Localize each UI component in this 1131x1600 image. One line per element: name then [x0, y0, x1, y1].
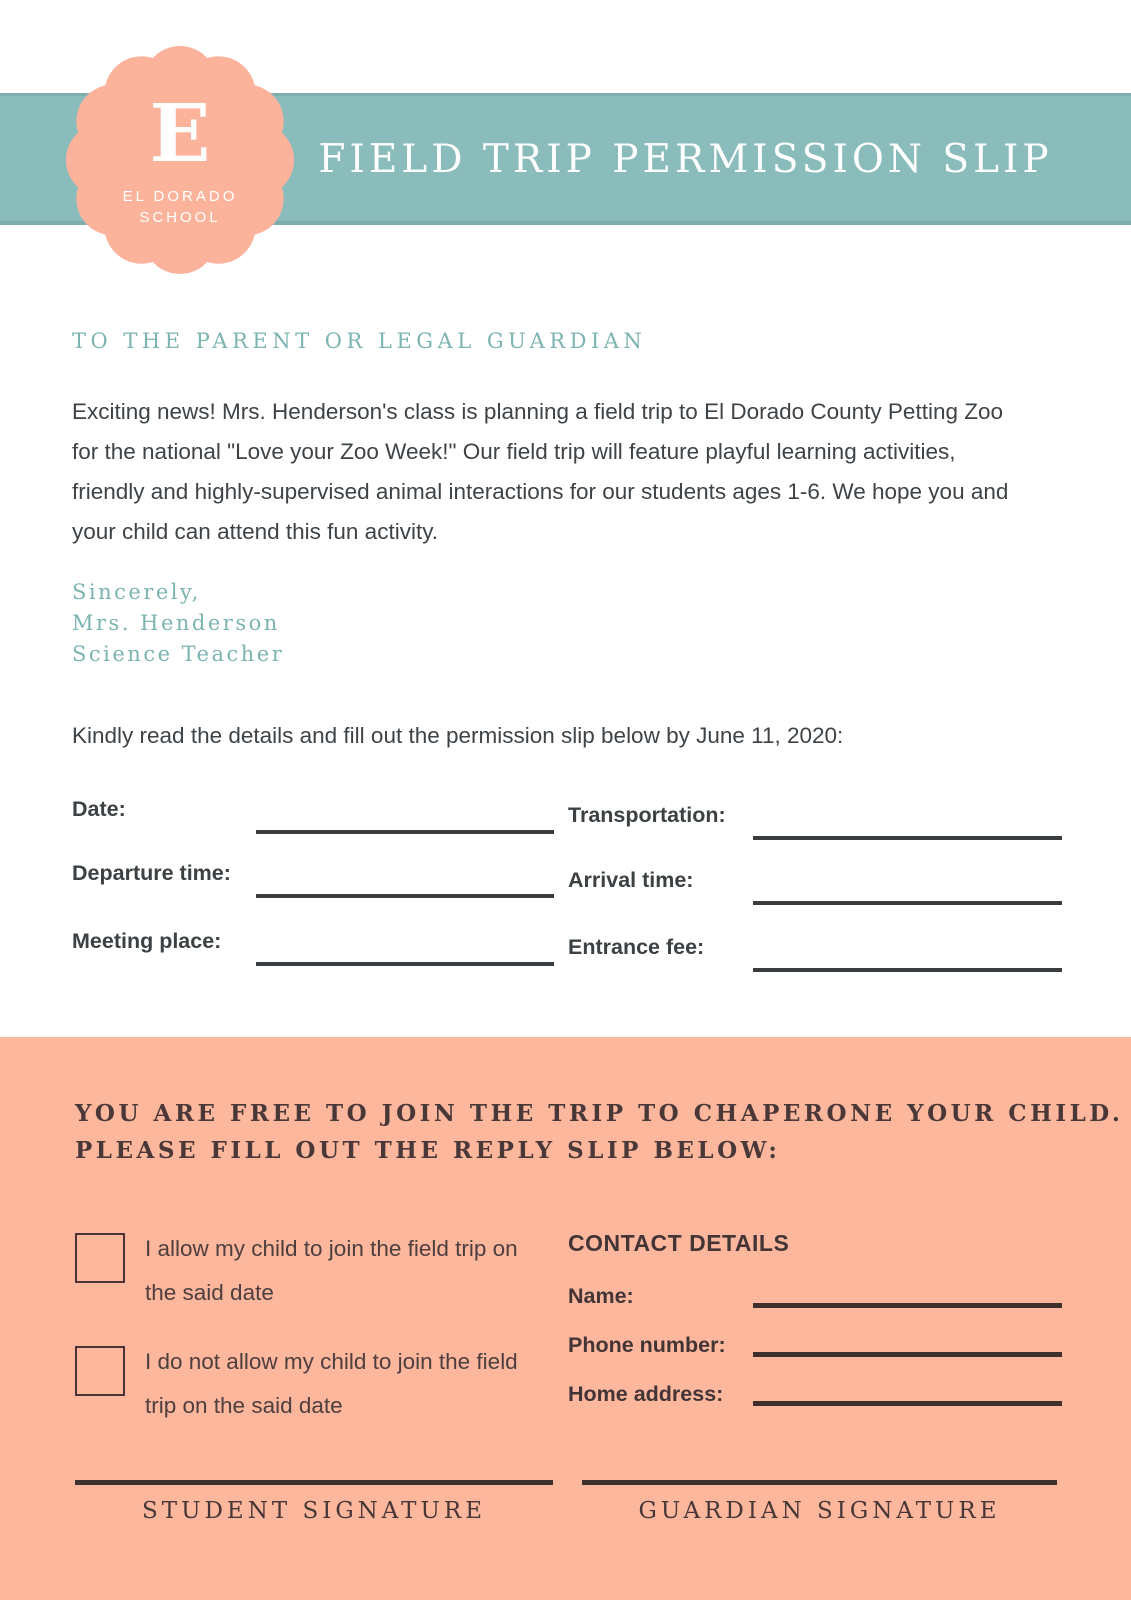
meeting-place-blank-line[interactable]: [256, 962, 554, 966]
entrance-fee-label: Entrance fee:: [568, 935, 705, 959]
school-name-line1: EL DORADO: [122, 187, 238, 205]
reply-heading-line1: YOU ARE FREE TO JOIN THE TRIP TO CHAPERONE YOUR CHILD.: [75, 1100, 1124, 1127]
arrival-time-blank-line[interactable]: [753, 901, 1062, 905]
transportation-blank-line[interactable]: [753, 836, 1062, 840]
student-signature-block: [75, 1480, 553, 1524]
date-label: Date:: [72, 797, 126, 821]
closing-sincerely: Sincerely,: [72, 580, 201, 604]
phone-number-label: Phone number:: [568, 1333, 726, 1357]
name-blank-line[interactable]: [753, 1303, 1062, 1308]
guardian-signature-block: [582, 1480, 1057, 1524]
school-name-line2: SCHOOL: [139, 208, 221, 226]
school-name: [123, 186, 238, 228]
guardian-signature-line[interactable]: [582, 1480, 1057, 1485]
disallow-checkbox[interactable]: [75, 1346, 125, 1396]
entrance-fee-blank-line[interactable]: [753, 968, 1062, 972]
reply-slip-heading: [75, 1095, 1123, 1169]
reply-heading-line2: PLEASE FILL OUT THE REPLY SLIP BELOW:: [75, 1137, 781, 1164]
disallow-option-label: I do not allow my child to join the field trip on the said date: [145, 1349, 518, 1418]
student-signature-line[interactable]: [75, 1480, 553, 1485]
departure-time-label: Departure time:: [72, 861, 231, 885]
name-label: Name:: [568, 1284, 634, 1308]
instruction-line: Kindly read the details and fill out the permission slip below by June 11, 2020:: [72, 723, 844, 748]
student-signature-label: STUDENT SIGNATURE: [141, 1498, 486, 1524]
badge-content: [66, 46, 294, 274]
departure-time-blank-line[interactable]: [256, 894, 554, 898]
home-address-label: Home address:: [568, 1382, 724, 1406]
school-logo-badge: [66, 46, 294, 274]
intro-paragraph: Exciting news! Mrs. Henderson's class is planning a field trip to El Dorado County Petting Zoo for the national "Love your Zoo Week!" Our field trip will feature playful learning activities, friendly and highly-supervised animal interactions for our students ages 1-6. We hope you and your child can attend this fun activity.: [72, 399, 1009, 544]
reply-slip-section: [0, 1037, 1131, 1600]
allow-checkbox[interactable]: [75, 1233, 125, 1283]
allow-option-label: I allow my child to join the field trip on the said date: [145, 1236, 518, 1305]
closing-block: [72, 577, 284, 670]
contact-details-heading: CONTACT DETAILS: [568, 1230, 790, 1256]
school-initial: E: [149, 85, 211, 180]
signer-title: Science Teacher: [72, 642, 285, 666]
phone-number-blank-line[interactable]: [753, 1352, 1062, 1357]
date-blank-line[interactable]: [256, 830, 554, 834]
signer-name: Mrs. Henderson: [72, 611, 280, 635]
guardian-signature-label: GUARDIAN SIGNATURE: [638, 1498, 1001, 1524]
transportation-label: Transportation:: [568, 803, 726, 827]
meeting-place-label: Meeting place:: [72, 929, 222, 953]
arrival-time-label: Arrival time:: [568, 868, 694, 892]
home-address-blank-line[interactable]: [753, 1401, 1062, 1406]
page-title: FIELD TRIP PERMISSION SLIP: [318, 136, 1053, 182]
salutation-heading: TO THE PARENT OR LEGAL GUARDIAN: [72, 329, 647, 353]
